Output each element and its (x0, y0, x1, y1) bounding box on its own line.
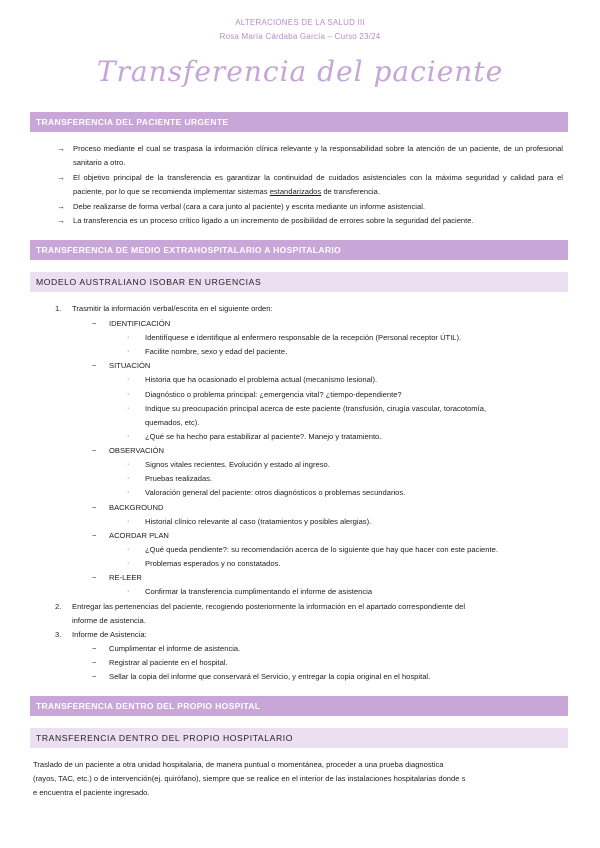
isobar-step-situacion: SITUACIÓN (109, 361, 151, 370)
section-heading-extrahospital: TRANSFERENCIA DE MEDIO EXTRAHOSPITALARIO A HOSPITALARIO (30, 240, 568, 260)
underlined-term: estandarizados (269, 187, 322, 196)
list-item-continuation: informe de asistencia. (72, 616, 146, 625)
list-item: Facilite nombre, sexo y edad del paciente. (145, 347, 288, 356)
dot-bullet: · (127, 376, 130, 383)
section-heading-intrahospital: TRANSFERENCIA DENTRO DEL PROPIO HOSPITAL (30, 696, 568, 716)
dash-bullet: − (92, 672, 97, 681)
section-heading-urgent: TRANSFERENCIA DEL PACIENTE URGENTE (30, 112, 568, 132)
dot-bullet: · (127, 405, 130, 412)
paragraph-line: Traslado de un paciente a otra unidad hospitalaria, de manera puntual o momentánea, proceder a una prueba diagnostica (33, 760, 444, 769)
list-number: 3. (55, 630, 62, 639)
arrow-bullet-icon: → (57, 144, 65, 153)
dash-bullet: − (92, 503, 97, 512)
list-item: Informe de Asistencia: (72, 630, 147, 639)
list-item: Signos vitales recientes. Evolución y estado al ingreso. (145, 460, 330, 469)
list-item: Confirmar la transferencia cumplimentando el informe de asistencia (145, 587, 373, 596)
arrow-bullet-icon: → (57, 202, 65, 211)
paragraph-line: (rayos, TAC, etc.) o de intervención(ej. quirófano), siempre que se realice en el interior de las instalaciones hospitalarias donde s (33, 774, 466, 783)
list-item: Pruebas realizadas. (145, 474, 213, 483)
dot-bullet: · (127, 461, 130, 468)
list-item: Sellar la copia del informe que conservará el Servicio, y entregar la copia original en el hospital. (109, 672, 431, 681)
dash-bullet: − (92, 319, 97, 328)
dash-bullet: − (92, 658, 97, 667)
dash-bullet: − (92, 361, 97, 370)
isobar-step-observacion: OBSERVACIÓN (109, 446, 164, 455)
isobar-step-re-leer: RE-LEER (109, 573, 142, 582)
dash-bullet: − (92, 531, 97, 540)
dot-bullet: · (127, 489, 130, 496)
dot-bullet: · (127, 518, 130, 525)
dot-bullet: · (127, 560, 130, 567)
paragraph-line: e encuentra el paciente ingresado. (33, 788, 150, 797)
list-item: Cumplimentar el informe de asistencia. (109, 644, 241, 653)
list-item-continuation: quemados, etc). (145, 418, 200, 427)
dot-bullet: · (127, 334, 130, 341)
list-number: 2. (55, 602, 62, 611)
subheading-intrahospital: TRANSFERENCIA DENTRO DEL PROPIO HOSPITALARIO (30, 728, 568, 748)
arrow-bullet-icon: → (57, 216, 65, 225)
list-item: Registrar al paciente en el hospital. (109, 658, 228, 667)
dash-bullet: − (92, 446, 97, 455)
list-item: Valoración general del paciente: otros diagnósticos o problemas secundarios. (145, 488, 406, 497)
dot-bullet: · (127, 588, 130, 595)
list-item: Historia que ha ocasionado el problema actual (mecanismo lesional). (145, 375, 378, 384)
isobar-step-background: BACKGROUND (109, 503, 164, 512)
list-number: 1. (55, 304, 62, 313)
dash-bullet: − (92, 573, 97, 582)
list-item: ¿Qué se ha hecho para estabilizar al paciente?. Manejo y tratamiento. (145, 432, 382, 441)
author-line: Rosa María Cárdaba García – Curso 23/24 (219, 32, 381, 41)
course-title: ALTERACIONES DE LA SALUD III (235, 18, 365, 27)
list-item: Trasmitir la información verbal/escrita en el siguiente orden: (72, 304, 273, 313)
subheading-isobar: MODELO AUSTRALIANO ISOBAR EN URGENCIAS (30, 272, 568, 292)
dot-bullet: · (127, 391, 130, 398)
list-item: Entregar las pertenencias del paciente, recogiendo posteriormente la información en el apartado correspondiente del (72, 602, 466, 611)
bullet-text: Proceso mediante el cual se traspasa la información clínica relevante y la responsabilidad sobre la atención de un paciente, de un profesional sanitario a otro. (73, 144, 563, 167)
dash-bullet: − (92, 644, 97, 653)
bullet-text: La transferencia es un proceso crítico ligado a un incremento de posibilidad de errores sobre la seguridad del paciente. (73, 216, 474, 225)
list-item: Indique su preocupación principal acerca de este paciente (transfusión, cirugía vascular, toracotomía, (145, 404, 487, 413)
page-title: Transferencia del paciente (96, 55, 504, 88)
list-item: Problemas esperados y no constatados. (145, 559, 281, 568)
list-item: ¿Qué queda pendiente?: su recomendación acerca de lo siguiente que hay que hacer con este paciente. (145, 545, 498, 554)
isobar-step-acordar-plan: ACORDAR PLAN (109, 531, 169, 540)
list-item: Identifíquese e identifique al enfermero responsable de la recepción (Personal receptor ÚTIL). (145, 333, 462, 342)
dot-bullet: · (127, 348, 130, 355)
dot-bullet: · (127, 475, 130, 482)
dot-bullet: · (127, 546, 130, 553)
list-item: Historial clínico relevante al caso (tratamientos y posibles alergias). (145, 517, 372, 526)
bullet-text: El objetivo principal de la transferencia es garantizar la continuidad de cuidados asistenciales con la máxima seguridad y calidad para el paciente, por lo que se recomienda implementar sistemas estandarizados de transferencia. (73, 173, 563, 196)
arrow-bullet-icon: → (57, 173, 65, 182)
bullet-text: Debe realizarse de forma verbal (cara a cara junto al paciente) y escrita mediante un informe asistencial. (73, 202, 426, 211)
list-item: Diagnóstico o problema principal: ¿emergencia vital? ¿tiempo-dependiente? (145, 390, 402, 399)
dot-bullet: · (127, 433, 130, 440)
isobar-step-identificacion: IDENTIFICACIÓN (109, 319, 171, 328)
